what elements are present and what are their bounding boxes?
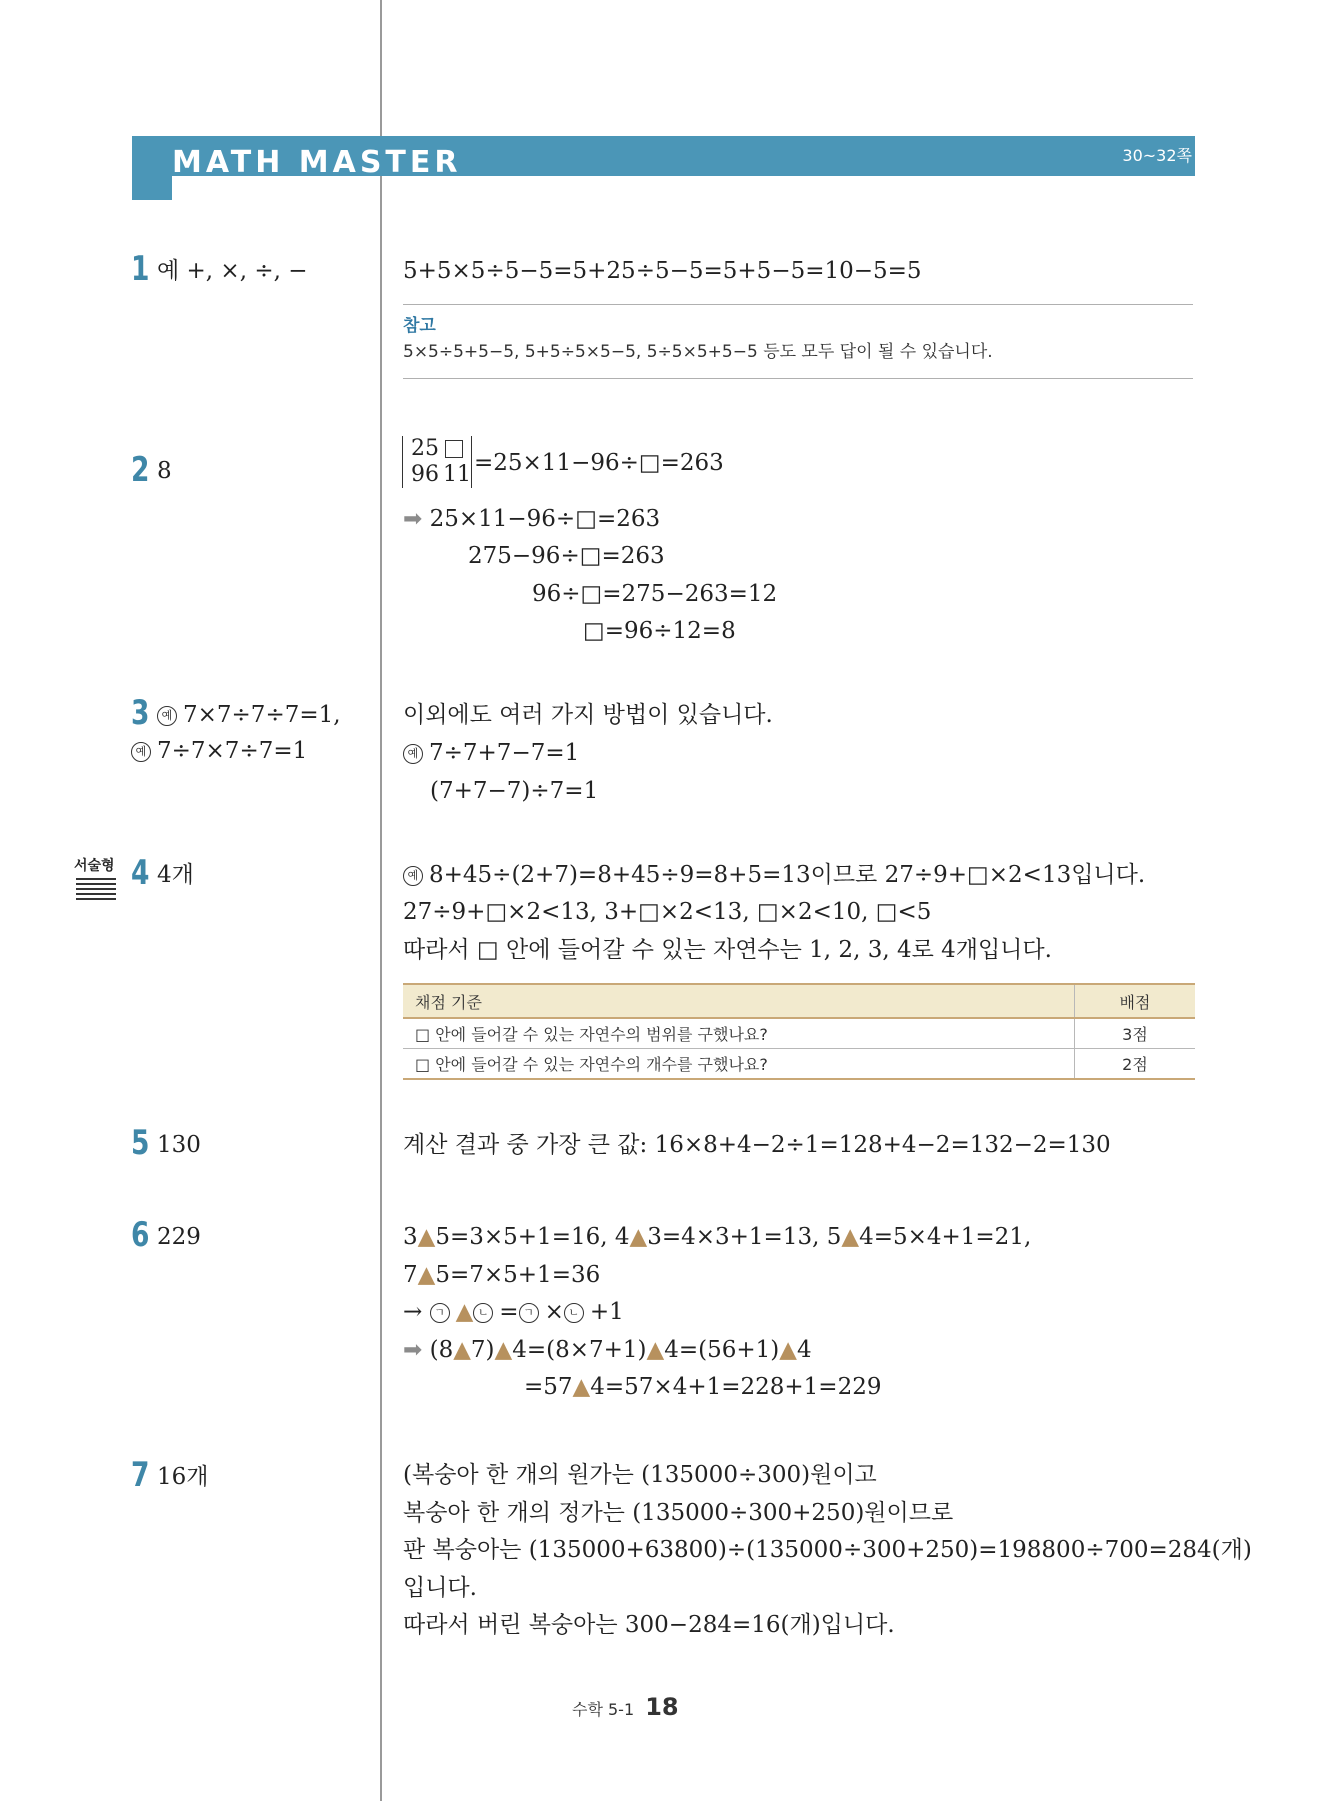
answer-4: 4개 [157, 862, 194, 888]
solution-2-line-3: 96÷□=275−263=12 [532, 581, 778, 607]
solution-2-line-4: □=96÷12=8 [583, 618, 736, 644]
section-title: MATH MASTER [172, 145, 462, 180]
answer-5: 130 [157, 1132, 201, 1158]
solution-6-text: = [499, 1299, 519, 1325]
determinant-block [402, 436, 472, 488]
triangle-operator-icon: ▲ [629, 1224, 648, 1250]
points-cell: 3점 [1075, 1018, 1196, 1049]
solution-3-line-2 [403, 734, 579, 772]
circled-nieun-icon: ㄴ [473, 1303, 493, 1323]
answer-2: 8 [157, 458, 172, 484]
solution-6-text: → [403, 1299, 430, 1325]
solution-5: 계산 결과 중 가장 큰 값: 16×8+4−2÷1=128+4−2=132−2=130 [403, 1132, 1111, 1158]
triangle-operator-icon: ▲ [453, 1337, 471, 1363]
solution-6-text: (8 [429, 1337, 454, 1363]
triangle-operator-icon: ▲ [417, 1224, 436, 1250]
example-mark-icon: 예 [403, 744, 423, 764]
solution-6-text: 4=(56+1) [664, 1337, 780, 1363]
solution-4-line-1 [403, 856, 1145, 894]
answer-3-line-2 [131, 734, 307, 768]
question-number-6: 6 [131, 1215, 150, 1255]
solution-6-text: 3 [403, 1224, 418, 1250]
answer-3-line-1-text: 7×7÷7÷7=1, [183, 702, 341, 728]
solution-6-text: 4=(8×7+1) [512, 1337, 647, 1363]
solution-6-text: +1 [589, 1299, 624, 1325]
question-number-4: 4 [131, 853, 150, 893]
example-mark-icon: 예 [403, 866, 423, 886]
solution-6-line-4 [403, 1331, 812, 1369]
triangle-operator-icon: ▲ [779, 1337, 797, 1363]
triangle-operator-icon: ▲ [417, 1262, 436, 1288]
page-number: 18 [645, 1693, 679, 1721]
solution-6-line-1 [403, 1218, 1031, 1256]
solution-4-line-2: 27÷9+□×2<13, 3+□×2<13, □×2<10, □<5 [403, 899, 932, 925]
note-label: 참고 [403, 316, 436, 336]
arrow-icon: ➡ [403, 506, 430, 532]
solution-6-text: =57 [524, 1374, 573, 1400]
blank-box [445, 440, 463, 458]
solution-7-line-5: 따라서 버린 복숭아는 300−284=16(개)입니다. [403, 1612, 895, 1638]
example-mark-icon: 예 [131, 742, 151, 762]
solution-6-line-5 [524, 1368, 881, 1406]
solution-6-text: 5=3×5+1=16, 4 [435, 1224, 630, 1250]
criteria-cell: □ 안에 들어갈 수 있는 자연수의 범위를 구했나요? [403, 1018, 1075, 1049]
solution-2-line-2: 275−96÷□=263 [468, 543, 665, 569]
question-number-7: 7 [131, 1455, 150, 1495]
solution-7-line-3: 판 복숭아는 (135000+63800)÷(135000÷300+250)=198800÷700=284(개) [403, 1537, 1252, 1563]
column-divider [380, 0, 382, 1801]
solution-3-line-3: (7+7−7)÷7=1 [430, 778, 599, 804]
solution-3-line-1: 이외에도 여러 가지 방법이 있습니다. [403, 702, 773, 728]
solution-2-line-1 [403, 500, 660, 538]
example-mark-icon: 예 [157, 706, 177, 726]
triangle-operator-icon: ▲ [646, 1337, 665, 1363]
triangle-operator-icon: ▲ [494, 1337, 513, 1363]
circled-nieun-icon: ㄴ [564, 1303, 584, 1323]
header-band-tab [132, 136, 172, 200]
solution-6-text: 7) [470, 1337, 495, 1363]
answer-3-line-2-text: 7÷7×7÷7=1 [157, 738, 308, 764]
triangle-operator-icon: ▲ [572, 1374, 591, 1400]
table-row [403, 1049, 1195, 1080]
question-number-1: 1 [131, 249, 150, 289]
det-bottom-right: 11 [443, 462, 471, 487]
solution-6-line-3 [403, 1293, 624, 1331]
table-row [403, 1018, 1195, 1049]
solution-6-text: 3=4×3+1=13, 5 [647, 1224, 842, 1250]
solution-7-line-2: 복숭아 한 개의 정가는 (135000÷300+250)원이므로 [403, 1500, 954, 1526]
grading-criteria-table [403, 983, 1195, 1080]
question-number-5: 5 [131, 1123, 150, 1163]
note-bottom-rule [403, 378, 1193, 379]
note-text: 5×5÷5+5−5, 5+5÷5×5−5, 5÷5×5+5−5 등도 모두 답이 될 수 있습니다. [403, 342, 993, 362]
points-cell: 2점 [1075, 1049, 1196, 1080]
answer-3-line-1 [157, 698, 341, 732]
answer-7: 16개 [157, 1464, 209, 1490]
descriptive-tag: 서술형 [74, 858, 115, 874]
solution-6-text: 4=57×4+1=228+1=229 [590, 1374, 882, 1400]
circled-giyeok-icon: ㄱ [519, 1303, 539, 1323]
solution-4-line-1-text: 8+45÷(2+7)=8+45÷9=8+5=13이므로 27÷9+□×2<13입니다. [429, 862, 1146, 888]
solution-6-line-2 [403, 1256, 600, 1294]
question-number-2: 2 [131, 450, 150, 490]
answer-1: 예 +, ×, ÷, − [157, 258, 308, 284]
page-footer [572, 1693, 679, 1721]
solution-6-text: × [544, 1299, 564, 1325]
question-number-3: 3 [131, 693, 150, 733]
criteria-header: 채점 기준 [403, 984, 1075, 1018]
det-top-left: 25 [411, 436, 439, 461]
note-top-rule [403, 304, 1193, 305]
solution-2-line-1-text: 25×11−96÷□=263 [429, 506, 661, 532]
points-header: 배점 [1075, 984, 1196, 1018]
triangle-operator-icon: ▲ [841, 1224, 860, 1250]
solution-6-text: 4 [796, 1337, 812, 1363]
solution-4-line-3: 따라서 □ 안에 들어갈 수 있는 자연수는 1, 2, 3, 4로 4개입니다. [403, 937, 1052, 963]
circled-giyeok-icon: ㄱ [430, 1303, 450, 1323]
det-bottom-left: 96 [411, 462, 439, 487]
solution-6-text: 5=7×5+1=36 [435, 1262, 601, 1288]
arrow-icon: ➡ [403, 1337, 430, 1363]
solution-7-line-1: (복숭아 한 개의 원가는 (135000÷300)원이고 [403, 1462, 877, 1488]
book-title: 수학 5-1 [572, 1700, 635, 1719]
solution-1: 5+5×5÷5−5=5+25÷5−5=5+5−5=10−5=5 [403, 258, 922, 284]
solution-6-text: 4=5×4+1=21, [859, 1224, 1032, 1250]
solution-7-line-4: 입니다. [403, 1575, 477, 1601]
solution-3-line-2-text: 7÷7+7−7=1 [429, 740, 580, 766]
solution-2-formula: =25×11−96÷□=263 [474, 450, 724, 476]
solution-6-text: 7 [403, 1262, 418, 1288]
answer-6: 229 [157, 1224, 201, 1250]
criteria-cell: □ 안에 들어갈 수 있는 자연수의 개수를 구했나요? [403, 1049, 1075, 1080]
writing-lines-icon [76, 878, 116, 900]
page-range: 30~32쪽 [1122, 146, 1192, 165]
triangle-operator-icon: ▲ [455, 1299, 474, 1325]
